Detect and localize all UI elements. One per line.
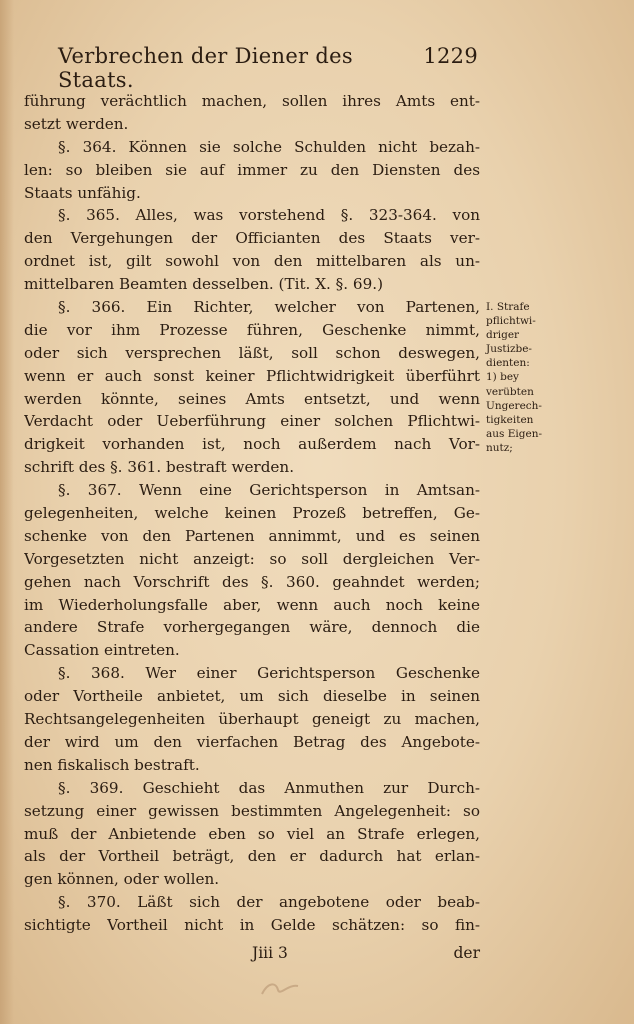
text-line: muß der Anbietende eben so viel an Strafe erlegen, xyxy=(24,824,480,843)
page-edge-shadow xyxy=(0,0,14,1024)
ink-smudge xyxy=(258,978,302,1000)
text-line: §. 367. Wenn eine Gerichtsperson in Amtsan- xyxy=(58,481,480,500)
page-footer xyxy=(24,944,480,968)
text-line: §. 365. Alles, was vorstehend §. 323-364. von xyxy=(58,206,480,225)
text-line: schenke von den Partenen annimmt, und es seinen xyxy=(24,526,480,545)
text-line: sichtigte Vortheil nicht in Gelde schätzen: so fin- xyxy=(24,916,480,935)
text-line: mittelbaren Beamten desselben. (Tit. X. §. 69.) xyxy=(24,275,384,294)
text-line: len: so bleiben sie auf immer zu den Diensten des xyxy=(24,160,480,179)
text-line: Verdacht oder Ueberführung einer solchen Pflichtwi- xyxy=(24,412,480,431)
text-line: ordnet ist, gilt sowohl von den mittelbaren als un- xyxy=(24,252,480,271)
text-line: §. 368. Wer einer Gerichtsperson Geschenke xyxy=(58,664,480,683)
text-line: wenn er auch sonst keiner Pflichtwidrigkeit überführt xyxy=(24,366,480,385)
text-line: §. 364. Können sie solche Schulden nicht bezah- xyxy=(58,137,480,156)
signature-mark: Jiii 3 xyxy=(252,944,288,962)
text-line: setzung einer gewissen bestimmten Angelegenheit: so xyxy=(24,801,480,820)
text-line: als der Vortheil beträgt, den er dadurch hat erlan- xyxy=(24,847,480,866)
margin-note-line: dienten: xyxy=(486,357,530,370)
margin-note-line: pflichtwi- xyxy=(486,315,536,328)
text-line: andere Strafe vorhergegangen wäre, dennoch die xyxy=(24,618,480,637)
text-line: im Wiederholungsfalle aber, wenn auch noch keine xyxy=(24,595,480,614)
text-line: schrift des §. 361. bestraft werden. xyxy=(24,458,295,477)
text-line: nen fiskalisch bestraft. xyxy=(24,755,200,774)
page-number: 1229 xyxy=(423,44,478,68)
text-line: §. 369. Geschieht das Anmuthen zur Durch- xyxy=(58,778,480,797)
margin-note-line: nutz; xyxy=(486,441,513,454)
text-line: §. 370. Läßt sich der angebotene oder beab- xyxy=(58,893,480,912)
text-line: drigkeit vorhanden ist, noch außerdem nach Vor- xyxy=(24,435,480,454)
text-line: Cassation eintreten. xyxy=(24,641,180,660)
margin-note-line: I. Strafe xyxy=(486,301,530,313)
text-line: gen können, oder wollen. xyxy=(24,870,220,889)
text-line: Rechtsangelegenheiten überhaupt geneigt zu machen, xyxy=(24,710,480,729)
margin-note-line: verübten xyxy=(486,385,534,398)
margin-note-line: Justizbe- xyxy=(486,343,532,356)
text-line: Vorgesetzten nicht anzeigt: so soll dergleichen Ver- xyxy=(24,549,480,568)
margin-note-line: Ungerech- xyxy=(486,399,542,412)
text-line: führung verächtlich machen, sollen ihres Amts ent- xyxy=(24,92,480,110)
margin-note-line: 1) bey xyxy=(486,371,519,384)
text-line: setzt werden. xyxy=(24,114,129,133)
text-line: oder Vortheile anbietet, um sich dieselbe in seinen xyxy=(24,687,480,706)
text-line: die vor ihm Prozesse führen, Geschenke nimmt, xyxy=(24,320,480,339)
margin-note-line: driger xyxy=(486,329,520,342)
text-line: Staats unfähig. xyxy=(24,183,141,202)
text-line: den Vergehungen der Officianten des Staats ver- xyxy=(24,229,480,248)
text-line: der wird um den vierfachen Betrag des Angebote- xyxy=(24,732,480,751)
running-header xyxy=(58,44,478,92)
text-line: gelegenheiten, welche keinen Prozeß betreffen, Ge- xyxy=(24,504,480,523)
margin-note-line: aus Eigen- xyxy=(486,427,543,440)
text-line: oder sich versprechen läßt, soll schon deswegen, xyxy=(24,343,480,362)
text-line: §. 366. Ein Richter, welcher von Partenen, xyxy=(58,298,480,317)
catchword: der xyxy=(453,944,480,962)
text-line: gehen nach Vorschrift des §. 360. geahndet werden; xyxy=(24,572,480,591)
text-line: werden könnte, seines Amts entsetzt, und wenn xyxy=(24,389,480,408)
body-text xyxy=(24,90,480,937)
margin-note-line: tigkeiten xyxy=(486,413,534,426)
running-title: Verbrechen der Diener des Staats. xyxy=(58,44,353,92)
margin-note xyxy=(486,300,568,455)
